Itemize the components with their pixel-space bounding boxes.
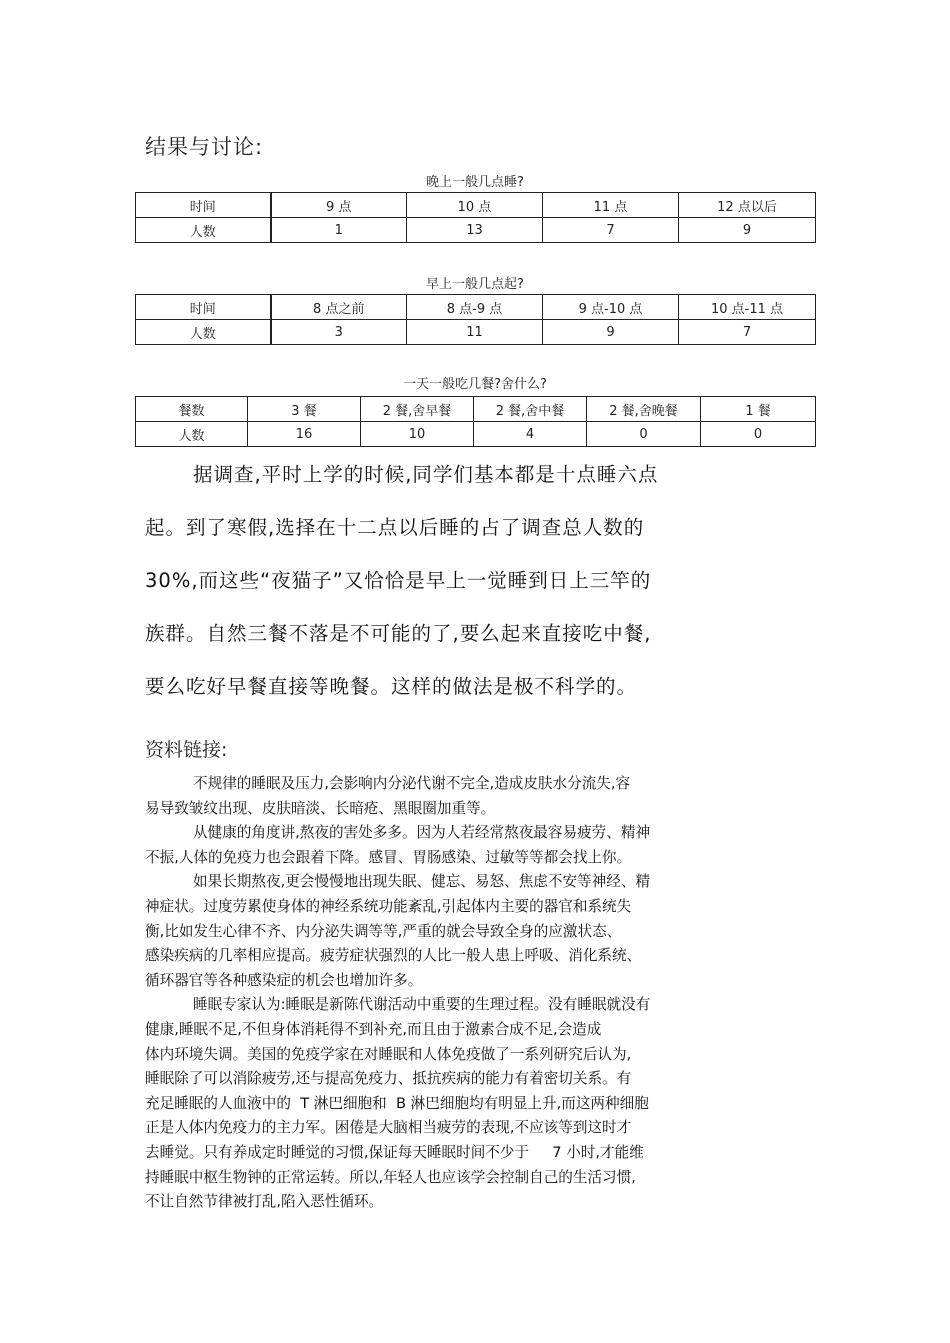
- table-cell: 7: [543, 218, 679, 243]
- table-cell: 2 餐,舍晚餐: [587, 397, 701, 422]
- table-cell: 餐数: [136, 397, 248, 422]
- table-cell: 时间: [136, 193, 271, 218]
- table-cell: 2 餐,舍中餐: [474, 397, 587, 422]
- reference-line: 不让自然节律被打乱,陷入恶性循环。: [145, 1193, 384, 1211]
- table-cell: 1: [271, 218, 407, 243]
- table-cell: 0: [701, 422, 816, 447]
- table-header-row: [136, 397, 816, 422]
- table-cell: 8 点之前: [271, 295, 407, 320]
- reference-line: 不规律的睡眠及压力,会影响内分泌代谢不完全,造成皮肤水分流失,容: [193, 775, 631, 792]
- meals-table: [135, 396, 816, 447]
- table-cell: 9: [543, 320, 679, 345]
- discussion-line: 族群。自然三餐不落是不可能的了,要么起来直接吃中餐,: [145, 622, 652, 645]
- bedtime-table: [135, 192, 816, 243]
- reference-line: 健康,睡眠不足,不但身体消耗得不到补充,而且由于激素合成不足,会造成: [145, 1020, 602, 1038]
- table-row: [136, 320, 816, 345]
- table-caption-waketime: 早上一般几点起?: [426, 277, 524, 292]
- reference-line: 不振,人体的免疫力也会跟着下降。感冒、胃肠感染、过敏等等都会找上你。: [145, 848, 632, 866]
- table-cell: 4: [474, 422, 587, 447]
- table-caption-bedtime: 晚上一般几点睡?: [426, 175, 524, 190]
- reference-text: [145, 772, 805, 1215]
- table-cell: 人数: [136, 320, 271, 345]
- table-cell: 0: [587, 422, 701, 447]
- reference-line: 充足睡眠的人血液中的 T 淋巴细胞和 B 淋巴细胞均有明显上升,而这两种细胞: [145, 1094, 649, 1112]
- table-cell: 3 餐: [248, 397, 361, 422]
- table-row: [136, 422, 816, 447]
- reference-heading: 资料链接:: [145, 739, 228, 761]
- reference-line: 感染疾病的几率相应提高。疲劳症状强烈的人比一般人患上呼吸、消化系统、: [145, 947, 642, 965]
- reference-line: 正是人体内免疫力的主力军。困倦是大脑相当疲劳的表现,不应该等到这时才: [145, 1119, 632, 1137]
- reference-line: 从健康的角度讲,熬夜的害处多多。因为人若经常熬夜最容易疲劳、精神: [193, 824, 651, 842]
- discussion-line: 据调查,平时上学的时候,同学们基本都是十点睡六点: [193, 463, 659, 486]
- table-cell: 人数: [136, 218, 271, 243]
- discussion-line: 起。到了寒假,选择在十二点以后睡的占了调查总人数的: [145, 516, 645, 539]
- table-cell: 7: [679, 320, 816, 345]
- table-header-row: [136, 193, 816, 218]
- table-cell: 10: [361, 422, 474, 447]
- table-cell: 12 点以后: [679, 193, 816, 218]
- reference-line: 持睡眠中枢生物钟的正常运转。所以,年轻人也应该学会控制自己的生活习惯,: [145, 1168, 636, 1186]
- table-cell: 9 点-10 点: [543, 295, 679, 320]
- discussion-line: 30%,而这些“夜猫子”又恰恰是早上一觉睡到日上三竿的: [145, 569, 652, 592]
- reference-line: 去睡觉。只有养成定时睡觉的习惯,保证每天睡眠时间不少于 7 小时,才能维: [145, 1143, 644, 1161]
- reference-line: 如果长期熬夜,更会慢慢地出现失眠、健忘、易怒、焦虑不安等神经、精: [193, 873, 651, 891]
- table-caption-meals: 一天一般吃几餐?舍什么?: [403, 377, 547, 392]
- reference-line: 体内环境失调。美国的免疫学家在对睡眠和人体免疫做了一系列研究后认为,: [145, 1045, 632, 1063]
- table-cell: 9: [679, 218, 816, 243]
- table-cell: 11: [407, 320, 543, 345]
- table-cell: 3: [271, 320, 407, 345]
- reference-line: 循环器官等各种感染症的机会也增加许多。: [145, 971, 423, 989]
- reference-line: 睡眠除了可以消除疲劳,还与提高免疫力、抵抗疾病的能力有着密切关系。有: [145, 1070, 632, 1088]
- table-cell: 13: [407, 218, 543, 243]
- waketime-table: [135, 294, 816, 345]
- table-cell: 10 点: [407, 193, 543, 218]
- section-heading: 结果与讨论:: [145, 135, 264, 159]
- reference-line: 神症状。过度劳累使身体的神经系统功能紊乱,引起体内主要的器官和系统失: [145, 897, 632, 915]
- discussion-line: 要么吃好早餐直接等晚餐。这样的做法是极不科学的。: [145, 675, 638, 698]
- table-cell: 9 点: [271, 193, 407, 218]
- table-cell: 人数: [136, 422, 248, 447]
- table-row: [136, 218, 816, 243]
- discussion-paragraph: [145, 448, 785, 713]
- table-cell: 16: [248, 422, 361, 447]
- table-cell: 8 点-9 点: [407, 295, 543, 320]
- reference-line: 睡眠专家认为:睡眠是新陈代谢活动中重要的生理过程。没有睡眠就没有: [193, 996, 651, 1014]
- table-cell: 10 点-11 点: [679, 295, 816, 320]
- table-cell: 2 餐,舍早餐: [361, 397, 474, 422]
- table-cell: 1 餐: [701, 397, 816, 422]
- reference-line: 衡,比如发生心律不齐、内分泌失调等等,严重的就会导致全身的应激状态、: [145, 922, 622, 940]
- table-cell: 11 点: [543, 193, 679, 218]
- table-cell: 时间: [136, 295, 271, 320]
- reference-line: 易导致皱纹出现、皮肤暗淡、长暗疮、黑眼圈加重等。: [145, 799, 496, 817]
- table-header-row: [136, 295, 816, 320]
